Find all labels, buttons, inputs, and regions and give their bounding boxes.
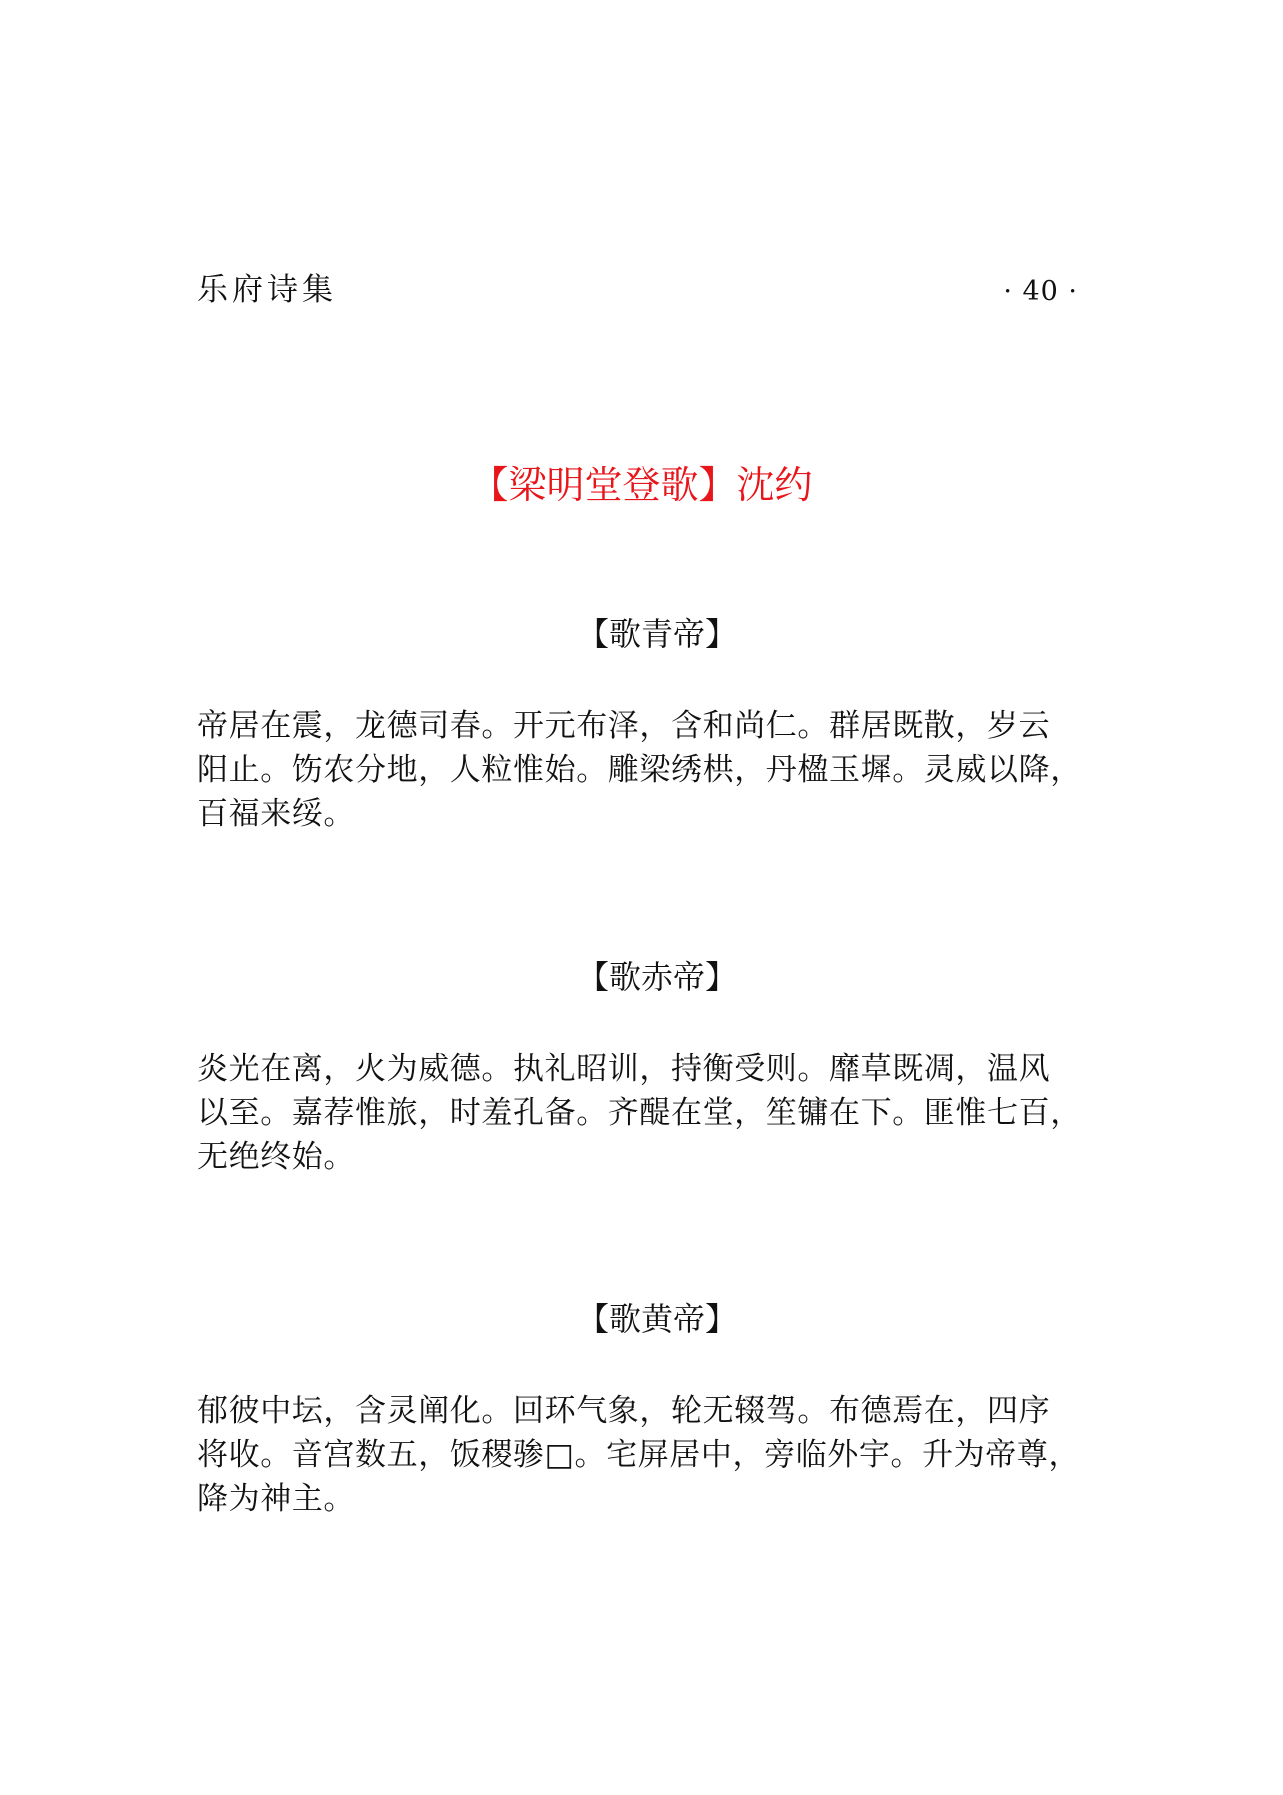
poem-line: 郁彼中坛，含灵阐化。回环气象，轮无辍驾。布德焉在，四序 <box>197 1393 1051 1429</box>
poem-body <box>197 704 1117 836</box>
poem-heading: 【歌赤帝】 <box>576 958 737 996</box>
poem-section-qingdi <box>197 612 1117 836</box>
page-number: · 40 · <box>1003 276 1078 307</box>
poem-body <box>197 1047 1117 1179</box>
poem-body <box>197 1389 1117 1521</box>
book-title: 乐府诗集 <box>197 272 337 308</box>
poem-collection-title: 【梁明堂登歌】沈约 <box>470 463 813 507</box>
poem-line: 阳止。饬农分地，人粒惟始。雕梁绣栱，丹楹玉墀。灵威以降， <box>197 752 1082 788</box>
poem-heading: 【歌黄帝】 <box>576 1300 737 1338</box>
poem-line: 帝居在震，龙德司春。开元布泽，含和尚仁。群居既散，岁云 <box>197 708 1051 744</box>
poem-line: 以至。嘉荐惟旅，时羞孔备。齐醍在堂，笙镛在下。匪惟七百， <box>197 1095 1082 1131</box>
poem-line: 无绝终始。 <box>197 1139 355 1175</box>
poem-line: 将收。音宫数五，饭稷骖□。宅屏居中，旁临外宇。升为帝尊， <box>197 1437 1081 1473</box>
poem-line: 炎光在离，火为威德。执礼昭训，持衡受则。靡草既凋，温风 <box>197 1051 1051 1087</box>
poem-section-huangdi <box>197 1297 1117 1521</box>
poem-heading: 【歌青帝】 <box>576 615 737 653</box>
poem-section-chidi <box>197 955 1117 1179</box>
poem-line: 百福来绥。 <box>197 796 355 832</box>
poem-line: 降为神主。 <box>197 1481 355 1517</box>
